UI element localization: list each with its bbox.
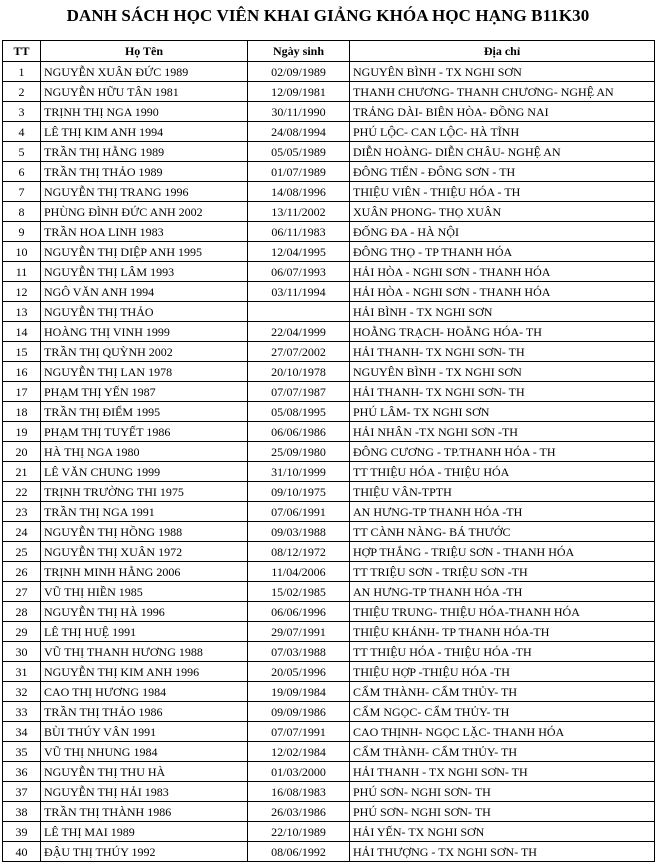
table-row — [3, 702, 655, 722]
address: HẢI BÌNH - TX NGHI SƠN — [350, 302, 655, 322]
birth-date: 26/03/1986 — [248, 802, 350, 822]
birth-date: 06/07/1993 — [248, 262, 350, 282]
birth-date: 09/09/1986 — [248, 702, 350, 722]
student-name: LÊ THỊ HUỆ 1991 — [41, 622, 248, 642]
student-name: NGUYỄN THỊ HÀ 1996 — [41, 602, 248, 622]
address: ĐÔNG TIẾN - ĐÔNG SƠN - TH — [350, 162, 655, 182]
student-name: PHẠM THỊ TUYẾT 1986 — [41, 422, 248, 442]
row-number: 15 — [3, 342, 41, 362]
row-number: 16 — [3, 362, 41, 382]
student-name: TRỊNH THỊ NGA 1990 — [41, 102, 248, 122]
row-number: 18 — [3, 402, 41, 422]
header-row — [3, 41, 655, 62]
row-number: 14 — [3, 322, 41, 342]
table-row — [3, 362, 655, 382]
birth-date: 07/07/1991 — [248, 722, 350, 742]
birth-date: 07/06/1991 — [248, 502, 350, 522]
table-row — [3, 82, 655, 102]
address: CAO THỊNH- NGỌC LẶC- THANH HÓA — [350, 722, 655, 742]
birth-date: 01/03/2000 — [248, 762, 350, 782]
birth-date: 07/07/1987 — [248, 382, 350, 402]
row-number: 11 — [3, 262, 41, 282]
table-body — [3, 62, 655, 862]
row-number: 2 — [3, 82, 41, 102]
row-number: 1 — [3, 62, 41, 82]
row-number: 38 — [3, 802, 41, 822]
birth-date: 30/11/1990 — [248, 102, 350, 122]
student-name: TRẦN THỊ HẰNG 1989 — [41, 142, 248, 162]
student-name: HOÀNG THỊ VINH 1999 — [41, 322, 248, 342]
row-number: 29 — [3, 622, 41, 642]
address: NGUYÊN BÌNH - TX NGHI SƠN — [350, 362, 655, 382]
birth-date: 06/06/1996 — [248, 602, 350, 622]
birth-date: 31/10/1999 — [248, 462, 350, 482]
row-number: 25 — [3, 542, 41, 562]
student-name: PHÙNG ĐÌNH ĐỨC ANH 2002 — [41, 202, 248, 222]
address: TRẢNG DÀI- BIÊN HÒA- ĐỒNG NAI — [350, 102, 655, 122]
row-number: 4 — [3, 122, 41, 142]
student-name: TRẦN THỊ THÀNH 1986 — [41, 802, 248, 822]
table-row — [3, 662, 655, 682]
birth-date: 05/05/1989 — [248, 142, 350, 162]
student-name: TRẦN THỊ NGA 1991 — [41, 502, 248, 522]
table-row — [3, 462, 655, 482]
student-table — [2, 40, 655, 862]
table-row — [3, 382, 655, 402]
student-name: NGÔ VĂN ANH 1994 — [41, 282, 248, 302]
table-row — [3, 122, 655, 142]
table-row — [3, 322, 655, 342]
table-row — [3, 822, 655, 842]
address: THANH CHƯƠNG- THANH CHƯƠNG- NGHỆ AN — [350, 82, 655, 102]
column-header-dob: Ngày sinh — [248, 41, 350, 62]
address: HẢI NHÂN -TX NGHI SƠN -TH — [350, 422, 655, 442]
address: THIỆU VIÊN - THIỆU HÓA - TH — [350, 182, 655, 202]
student-name: TRỊNH MINH HẰNG 2006 — [41, 562, 248, 582]
row-number: 9 — [3, 222, 41, 242]
table-row — [3, 602, 655, 622]
address: PHÚ SƠN- NGHI SƠN- TH — [350, 802, 655, 822]
address: NGUYÊN BÌNH - TX NGHI SƠN — [350, 62, 655, 82]
row-number: 6 — [3, 162, 41, 182]
student-name: VŨ THỊ HIỀN 1985 — [41, 582, 248, 602]
birth-date: 09/03/1988 — [248, 522, 350, 542]
birth-date: 11/04/2006 — [248, 562, 350, 582]
birth-date: 05/08/1995 — [248, 402, 350, 422]
table-row — [3, 582, 655, 602]
row-number: 8 — [3, 202, 41, 222]
table-row — [3, 622, 655, 642]
address: THIỆU VÂN-TPTH — [350, 482, 655, 502]
address: CẨM THÀNH- CẨM THỦY- TH — [350, 742, 655, 762]
address: THIỆU TRUNG- THIỆU HÓA-THANH HÓA — [350, 602, 655, 622]
table-row — [3, 502, 655, 522]
student-name: TRẦN THỊ QUỲNH 2002 — [41, 342, 248, 362]
row-number: 26 — [3, 562, 41, 582]
address: TT THIỆU HÓA - THIỆU HÓA -TH — [350, 642, 655, 662]
row-number: 19 — [3, 422, 41, 442]
row-number: 31 — [3, 662, 41, 682]
address: PHÚ LỘC- CAN LỘC- HÀ TĨNH — [350, 122, 655, 142]
student-name: TRẦN THỊ ĐIỂM 1995 — [41, 402, 248, 422]
birth-date: 24/08/1994 — [248, 122, 350, 142]
student-name: NGUYỄN THỊ KIM ANH 1996 — [41, 662, 248, 682]
address: AN HƯNG-TP THANH HÓA -TH — [350, 502, 655, 522]
row-number: 7 — [3, 182, 41, 202]
address: CẨM NGỌC- CẨM THỦY- TH — [350, 702, 655, 722]
row-number: 30 — [3, 642, 41, 662]
address: PHÚ LÂM- TX NGHI SƠN — [350, 402, 655, 422]
table-row — [3, 162, 655, 182]
student-name: NGUYỄN THỊ THẢO — [41, 302, 248, 322]
birth-date: 07/03/1988 — [248, 642, 350, 662]
table-row — [3, 542, 655, 562]
table-row — [3, 182, 655, 202]
row-number: 23 — [3, 502, 41, 522]
table-row — [3, 222, 655, 242]
address: DIỄN HOÀNG- DIỄN CHÂU- NGHỆ AN — [350, 142, 655, 162]
birth-date: 09/10/1975 — [248, 482, 350, 502]
birth-date: 13/11/2002 — [248, 202, 350, 222]
birth-date: 03/11/1994 — [248, 282, 350, 302]
address: AN HƯNG-TP THANH HÓA -TH — [350, 582, 655, 602]
row-number: 32 — [3, 682, 41, 702]
table-row — [3, 782, 655, 802]
birth-date: 02/09/1989 — [248, 62, 350, 82]
birth-date: 06/11/1983 — [248, 222, 350, 242]
table-row — [3, 62, 655, 82]
address: PHÚ SƠN- NGHI SƠN- TH — [350, 782, 655, 802]
birth-date: 22/04/1999 — [248, 322, 350, 342]
student-name: NGUYỄN THỊ THU HÀ — [41, 762, 248, 782]
student-name: NGUYỄN THỊ TRANG 1996 — [41, 182, 248, 202]
address: CẨM THÀNH- CẨM THỦY- TH — [350, 682, 655, 702]
student-name: NGUYỄN THỊ HỒNG 1988 — [41, 522, 248, 542]
row-number: 5 — [3, 142, 41, 162]
row-number: 24 — [3, 522, 41, 542]
column-header-address: Địa chỉ — [350, 41, 655, 62]
table-row — [3, 482, 655, 502]
birth-date: 27/07/2002 — [248, 342, 350, 362]
birth-date: 20/05/1996 — [248, 662, 350, 682]
table-row — [3, 842, 655, 862]
column-header-name: Họ Tên — [41, 41, 248, 62]
student-name: CAO THỊ HƯƠNG 1984 — [41, 682, 248, 702]
birth-date: 12/02/1984 — [248, 742, 350, 762]
student-name: HÀ THỊ NGA 1980 — [41, 442, 248, 462]
row-number: 40 — [3, 842, 41, 862]
student-name: NGUYỄN THỊ XUÂN 1972 — [41, 542, 248, 562]
table-row — [3, 262, 655, 282]
address: THIỆU HỢP -THIỆU HÓA -TH — [350, 662, 655, 682]
row-number: 21 — [3, 462, 41, 482]
birth-date: 12/09/1981 — [248, 82, 350, 102]
student-name: NGUYỄN XUÂN ĐỨC 1989 — [41, 62, 248, 82]
row-number: 33 — [3, 702, 41, 722]
student-name: TRẦN HOA LINH 1983 — [41, 222, 248, 242]
student-name: VŨ THỊ THANH HƯƠNG 1988 — [41, 642, 248, 662]
student-name: LÊ VĂN CHUNG 1999 — [41, 462, 248, 482]
birth-date: 19/09/1984 — [248, 682, 350, 702]
birth-date: 20/10/1978 — [248, 362, 350, 382]
table-row — [3, 402, 655, 422]
birth-date: 14/08/1996 — [248, 182, 350, 202]
address: ĐÔNG THỌ - TP THANH HÓA — [350, 242, 655, 262]
birth-date: 25/09/1980 — [248, 442, 350, 462]
birth-date: 15/02/1985 — [248, 582, 350, 602]
birth-date: 16/08/1983 — [248, 782, 350, 802]
table-row — [3, 342, 655, 362]
birth-date — [248, 302, 350, 322]
table-row — [3, 522, 655, 542]
table-row — [3, 102, 655, 122]
birth-date: 22/10/1989 — [248, 822, 350, 842]
address: TT THIỆU HÓA - THIỆU HÓA — [350, 462, 655, 482]
table-row — [3, 302, 655, 322]
row-number: 22 — [3, 482, 41, 502]
student-name: LÊ THỊ KIM ANH 1994 — [41, 122, 248, 142]
address: HẢI THANH- TX NGHI SƠN- TH — [350, 382, 655, 402]
student-name: TRỊNH TRƯỜNG THI 1975 — [41, 482, 248, 502]
table-row — [3, 242, 655, 262]
row-number: 12 — [3, 282, 41, 302]
row-number: 10 — [3, 242, 41, 262]
address: HẢI HÒA - NGHI SƠN - THANH HÓA — [350, 282, 655, 302]
row-number: 17 — [3, 382, 41, 402]
page-title: DANH SÁCH HỌC VIÊN KHAI GIẢNG KHÓA HỌC HẠNG B11K30 — [66, 6, 590, 25]
table-row — [3, 762, 655, 782]
birth-date: 06/06/1986 — [248, 422, 350, 442]
address: HỢP THẮNG - TRIỆU SƠN - THANH HÓA — [350, 542, 655, 562]
address: TT TRIỆU SƠN - TRIỆU SƠN -TH — [350, 562, 655, 582]
row-number: 39 — [3, 822, 41, 842]
row-number: 36 — [3, 762, 41, 782]
row-number: 35 — [3, 742, 41, 762]
address: ĐÔNG CƯƠNG - TP.THANH HÓA - TH — [350, 442, 655, 462]
row-number: 20 — [3, 442, 41, 462]
row-number: 27 — [3, 582, 41, 602]
table-row — [3, 422, 655, 442]
student-name: NGUYỄN THỊ LAN 1978 — [41, 362, 248, 382]
table-row — [3, 202, 655, 222]
student-name: NGUYỄN THỊ LÂM 1993 — [41, 262, 248, 282]
row-number: 13 — [3, 302, 41, 322]
student-name: NGUYỄN HỮU TÂN 1981 — [41, 82, 248, 102]
address: ĐỐNG ĐA - HÀ NỘI — [350, 222, 655, 242]
student-name: NGUYỄN THỊ DIỆP ANH 1995 — [41, 242, 248, 262]
row-number: 37 — [3, 782, 41, 802]
address: TT CÀNH NÀNG- BÁ THƯỚC — [350, 522, 655, 542]
table-row — [3, 442, 655, 462]
row-number: 3 — [3, 102, 41, 122]
table-row — [3, 282, 655, 302]
address: THIỆU KHÁNH- TP THANH HÓA-TH — [350, 622, 655, 642]
table-row — [3, 742, 655, 762]
row-number: 28 — [3, 602, 41, 622]
birth-date: 01/07/1989 — [248, 162, 350, 182]
table-row — [3, 722, 655, 742]
table-row — [3, 682, 655, 702]
student-name: TRẦN THỊ THẢO 1989 — [41, 162, 248, 182]
student-name: BÙI THÚY VÂN 1991 — [41, 722, 248, 742]
address: HẢI THANH- TX NGHI SƠN- TH — [350, 342, 655, 362]
address: HOẰNG TRẠCH- HOẰNG HÓA- TH — [350, 322, 655, 342]
address: HẢI YẾN- TX NGHI SƠN — [350, 822, 655, 842]
student-name: ĐẬU THỊ THÚY 1992 — [41, 842, 248, 862]
birth-date: 08/12/1972 — [248, 542, 350, 562]
address: HẢI THANH - TX NGHI SƠN- TH — [350, 762, 655, 782]
address: XUÂN PHONG- THỌ XUÂN — [350, 202, 655, 222]
table-row — [3, 142, 655, 162]
student-name: VŨ THỊ NHUNG 1984 — [41, 742, 248, 762]
table-row — [3, 642, 655, 662]
address: HẢI THƯỢNG - TX NGHI SƠN- TH — [350, 842, 655, 862]
table-row — [3, 562, 655, 582]
table-row — [3, 802, 655, 822]
birth-date: 29/07/1991 — [248, 622, 350, 642]
student-name: NGUYỄN THỊ HẢI 1983 — [41, 782, 248, 802]
row-number: 34 — [3, 722, 41, 742]
student-name: TRẦN THỊ THẢO 1986 — [41, 702, 248, 722]
birth-date: 08/06/1992 — [248, 842, 350, 862]
student-name: LÊ THỊ MAI 1989 — [41, 822, 248, 842]
student-name: PHẠM THỊ YẾN 1987 — [41, 382, 248, 402]
column-header-tt: TT — [3, 41, 41, 62]
birth-date: 12/04/1995 — [248, 242, 350, 262]
address: HẢI HÒA - NGHI SƠN - THANH HÓA — [350, 262, 655, 282]
